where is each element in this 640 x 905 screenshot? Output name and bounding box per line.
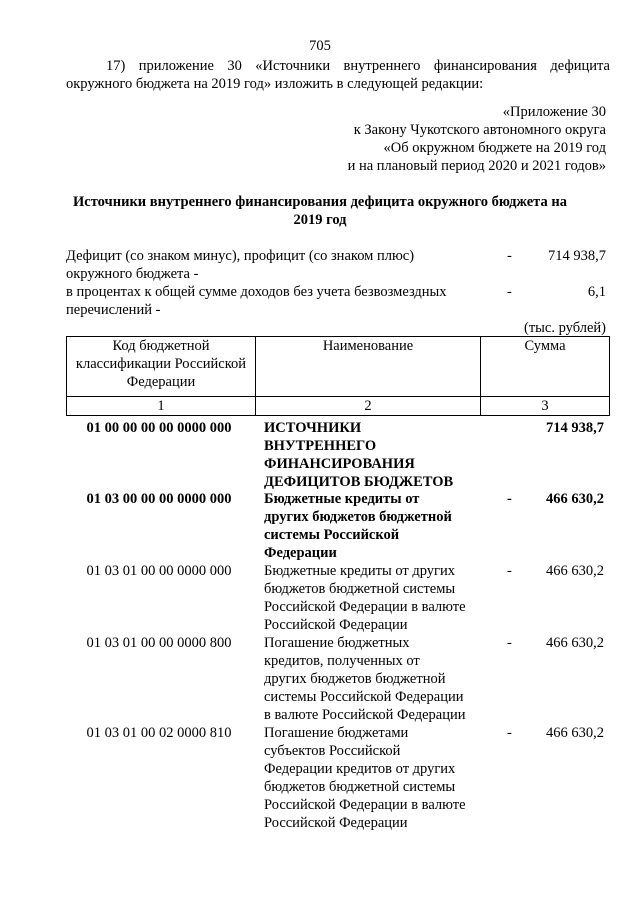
row-name (264, 634, 484, 724)
summary-deficit-line-2: окружного бюджета - (66, 266, 199, 282)
row-name-line: кредитов, полученных от (264, 653, 420, 669)
row-amount: 466 630,2 (546, 725, 604, 741)
summary-deficit-dash: - (507, 248, 512, 264)
row-dash: - (507, 725, 512, 741)
row-name-line: бюджетов бюджетной системы (264, 581, 456, 597)
row-name-line: ДЕФИЦИТОВ БЮДЖЕТОВ (264, 474, 454, 490)
row-name-line: бюджетов бюджетной системы (264, 779, 456, 795)
row-name-line: в валюте Российской Федерации (264, 707, 466, 723)
header-num-1: 1 (67, 397, 256, 416)
intro-word: приложение (138, 58, 214, 74)
summary-deficit-line-1: Дефицит (со знаком минус), профицит (со знаком плюс) (66, 248, 415, 264)
row-name-line: других бюджетов бюджетной (264, 671, 446, 687)
row-name-line: системы Российской (264, 527, 400, 543)
summary-deficit-value: 714 938,7 (548, 248, 606, 264)
row-name-line: Бюджетные кредиты от (264, 491, 420, 507)
row-name-line: Российской Федерации (264, 815, 408, 831)
intro-line-2: окружного бюджета на 2019 год» изложить в следующей редакции: (66, 76, 484, 92)
row-name-line: других бюджетов бюджетной (264, 509, 452, 525)
intro-word: «Источники (255, 58, 331, 74)
intro-word: дефицита (550, 58, 610, 74)
row-dash: - (507, 563, 512, 579)
row-name-line: системы Российской Федерации (264, 689, 464, 705)
row-name-line: Российской Федерации в валюте (264, 599, 466, 615)
header-num-2: 2 (256, 397, 481, 416)
intro-line-1 (66, 57, 610, 75)
table-header (66, 336, 610, 416)
intro-word: 30 (227, 58, 242, 74)
row-name (264, 490, 484, 562)
header-code-line-2: классификации Российской (75, 356, 247, 372)
row-dash: - (507, 635, 512, 651)
summary-percent-value: 6,1 (587, 284, 606, 300)
intro-word: внутреннего (343, 58, 421, 74)
row-code: 01 03 00 00 00 0000 000 (86, 491, 232, 507)
row-name-line: Погашение бюджетами (264, 725, 409, 741)
page-number: 705 (309, 38, 331, 54)
row-name-line: ИСТОЧНИКИ (264, 420, 362, 436)
row-code: 01 03 01 00 00 0000 000 (86, 563, 232, 579)
header-code-line-1: Код бюджетной (112, 338, 210, 354)
row-code: 01 03 01 00 00 0000 800 (86, 635, 232, 651)
document-title-line-2: 2019 год (293, 212, 347, 228)
document-title-line-1: Источники внутреннего финансирования дефицита окружного бюджета на (73, 194, 567, 210)
header-name-cell: Наименование (256, 337, 481, 397)
row-amount: 466 630,2 (546, 635, 604, 651)
appendix-header-line-4: и на плановый период 2020 и 2021 годов» (347, 158, 606, 174)
header-code-cell (67, 337, 256, 397)
row-name-line: субъектов Российской (264, 743, 401, 759)
row-name (264, 724, 484, 832)
row-name-line: ВНУТРЕННЕГО (264, 438, 377, 454)
row-amount: 714 938,7 (546, 420, 604, 436)
summary-percent-line-1: в процентах к общей сумме доходов без учета безвозмездных (66, 284, 447, 300)
row-name (264, 562, 484, 634)
row-code: 01 03 01 00 02 0000 810 (86, 725, 232, 741)
row-dash: - (507, 491, 512, 507)
summary-percent-line-2: перечислений - (66, 302, 161, 318)
appendix-header-line-2: к Закону Чукотского автономного округа (353, 122, 606, 138)
row-name-line: Федерации кредитов от других (264, 761, 456, 777)
row-name-line: Российской Федерации (264, 617, 408, 633)
intro-word: финансирования (433, 58, 537, 74)
row-name-line: ФИНАНСИРОВАНИЯ (264, 456, 415, 472)
row-amount: 466 630,2 (546, 563, 604, 579)
units-label: (тыс. рублей) (524, 320, 606, 336)
row-name-line: Бюджетные кредиты от других (264, 563, 456, 579)
intro-word: 17) (106, 58, 126, 74)
summary-percent-dash: - (507, 284, 512, 300)
header-num-3: 3 (481, 397, 610, 416)
row-name-line: Федерации (264, 545, 337, 561)
row-amount: 466 630,2 (546, 491, 604, 507)
appendix-header-line-1: «Приложение 30 (502, 104, 606, 120)
appendix-header-line-3: «Об окружном бюджете на 2019 год (383, 140, 606, 156)
row-name (264, 419, 484, 491)
row-name-line: Погашение бюджетных (264, 635, 410, 651)
header-code-line-3: Федерации (126, 374, 196, 390)
row-name-line: Российской Федерации в валюте (264, 797, 466, 813)
header-amount-cell: Сумма (481, 337, 610, 397)
row-code: 01 00 00 00 00 0000 000 (86, 420, 232, 436)
